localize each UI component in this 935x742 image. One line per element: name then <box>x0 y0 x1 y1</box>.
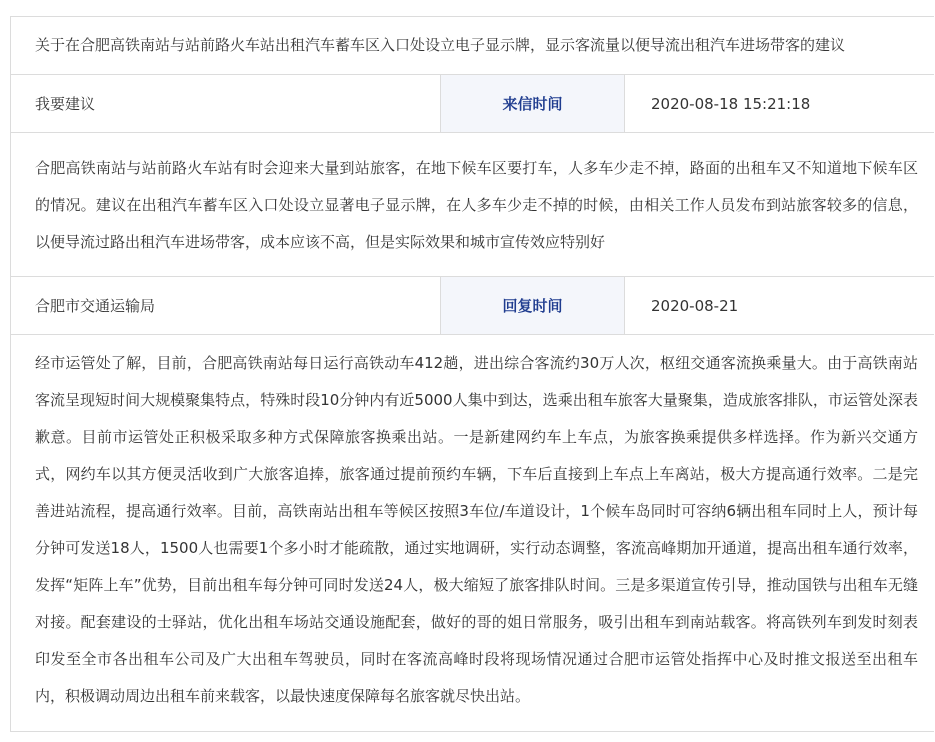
reply-meta-row <box>10 277 934 335</box>
letter-content: 合肥高铁南站与站前路火车站有时会迎来大量到站旅客，在地下候车区要打车，人多车少走不掉，路面的出租车又不知道地下候车区的情况。建议在出租汽车蓄车区入口处设立显著电子显示牌，在人多车少走不掉的时候，由相关工作人员发布到站旅客较多的信息，以便导流过路出租汽车进场带客，成本应该不高，但是实际效果和城市宣传效应特别好 <box>35 159 918 251</box>
letter-time-value: 2020-08-18 15:21:18 <box>651 94 811 113</box>
letter-detail-table <box>10 16 934 732</box>
title-row <box>10 17 934 75</box>
letter-content-row <box>10 133 934 277</box>
reply-time-label: 回复时间 <box>440 277 625 334</box>
letter-type: 我要建议 <box>35 95 96 113</box>
reply-content-row <box>10 335 934 732</box>
letter-time-label: 来信时间 <box>440 75 625 132</box>
letter-meta-row <box>10 75 934 133</box>
reply-time-value: 2020-08-21 <box>651 296 739 315</box>
reply-department: 合肥市交通运输局 <box>35 297 156 315</box>
letter-title: 关于在合肥高铁南站与站前路火车站出租汽车蓄车区入口处设立电子显示牌，显示客流量以便导流出租汽车进场带客的建议 <box>35 36 846 54</box>
reply-content: 经市运管处了解，目前，合肥高铁南站每日运行高铁动车412趟，进出综合客流约30万人次，枢纽交通客流换乘量大。由于高铁南站客流呈现短时间大规模聚集特点，特殊时段10分钟内有近5000人集中到达，选乘出租车旅客大量聚集，造成旅客排队，市运管处深表歉意。目前市运管处正积极采取多种方式保障旅客换乘出站。一是新建网约车上车点，为旅客换乘提供多样选择。作为新兴交通方式，网约车以其方便灵活收到广大旅客追捧，旅客通过提前预约车辆，下车后直接到上车点上车离站，极大方提高通行效率。二是完善进站流程，提高通行效率。目前，高铁南站出租车等候区按照3车位/车道设计，1个候车岛同时可容纳6辆出租车同时上人，预计每分钟可发送18人，1500人也需要1个多小时才能疏散，通过实地调研，实行动态调整，客流高峰期加开通道，提高出租车通行效率，发挥“矩阵上车”优势，目前出租车每分钟可同时发送24人，极大缩短了旅客排队时间。三是多渠道宣传引导，推动国铁与出租车无缝对接。配套建设的士驿站，优化出租车场站交通设施配套，做好的哥的姐日常服务，吸引出租车到南站载客。将高铁列车到发时刻表印发至全市各出租车公司及广大出租车驾驶员，同时在客流高峰时段将现场情况通过合肥市运管处指挥中心及时推文报送至出租车内，积极调动周边出租车前来载客，以最快速度保障每名旅客就尽快出站。 <box>35 354 918 705</box>
